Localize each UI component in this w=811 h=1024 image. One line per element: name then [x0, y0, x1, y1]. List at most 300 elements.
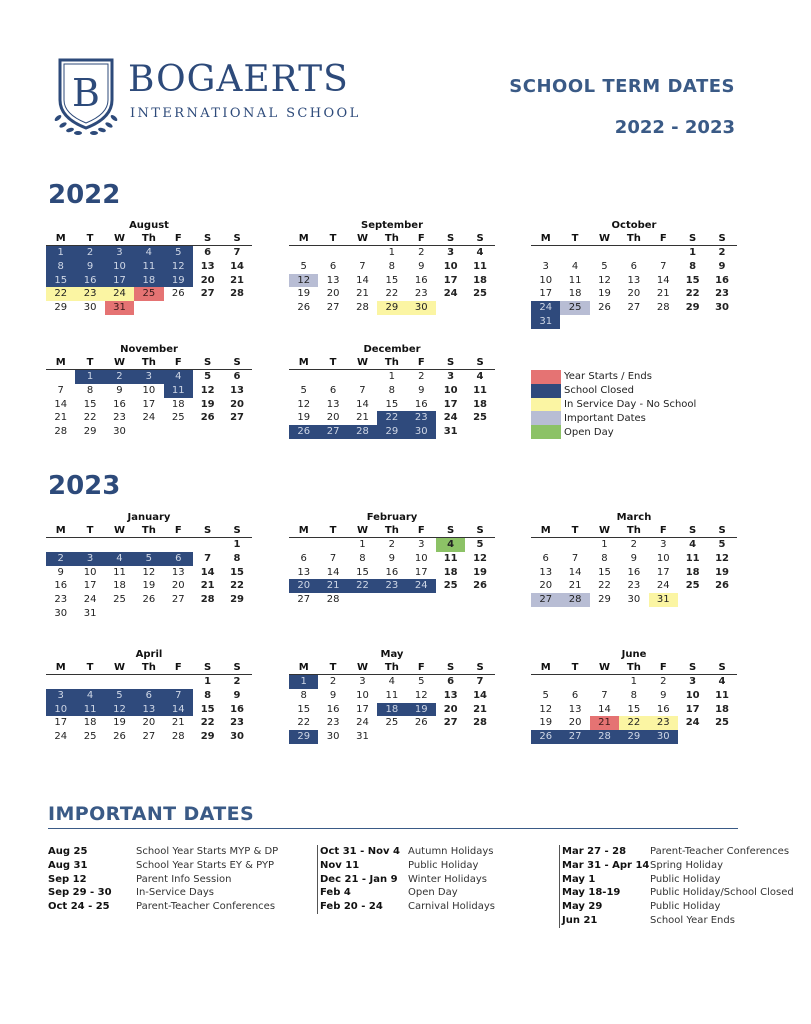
day-cell: 2: [718, 247, 726, 258]
legend-item: [531, 411, 696, 425]
day-cell: 2: [388, 539, 396, 550]
empty-day-cell: [560, 675, 589, 689]
day-cell: 20: [627, 288, 641, 300]
day-cell: 10: [46, 703, 75, 717]
day-cell: 13: [200, 260, 215, 272]
empty-day-cell: [46, 370, 75, 384]
day-cell: 4: [105, 552, 134, 566]
day-cell: 1: [359, 539, 366, 550]
day-cell: 20: [539, 580, 553, 592]
weekday-header: S: [204, 525, 212, 536]
weekday-header-row: [289, 661, 495, 675]
day-cell: 30: [83, 302, 97, 314]
day-cell: 5: [300, 384, 307, 396]
day-cell: 2: [105, 370, 134, 384]
day-cell: 30: [230, 731, 244, 743]
important-dates-divider: [48, 828, 738, 829]
day-cell: 7: [359, 260, 366, 272]
day-cell: 12: [539, 703, 553, 715]
day-cell: 23: [377, 579, 406, 593]
day-cell: 13: [627, 274, 641, 286]
day-cell: 27: [560, 730, 589, 744]
day-cell: 24: [105, 287, 134, 301]
day-cell: 16: [385, 566, 399, 578]
day-cell: 26: [414, 717, 428, 729]
year-title-2023: 2023: [48, 471, 121, 501]
weekday-header: S: [718, 233, 726, 244]
month-name: February: [366, 512, 418, 523]
empty-day-cell: [318, 538, 347, 552]
important-date: Mar 27 - 28: [562, 846, 627, 857]
day-cell: 2: [630, 539, 638, 550]
important-date-description: School Year Starts EY & PYP: [136, 859, 275, 871]
day-cell: 7: [571, 552, 579, 564]
day-cell: 6: [233, 371, 241, 382]
day-cell: 9: [75, 260, 104, 274]
day-cell: 11: [473, 384, 487, 396]
day-cell: 7: [601, 689, 608, 701]
important-date-row: [562, 900, 794, 914]
weekday-header: T: [329, 662, 337, 673]
day-cell: 14: [326, 566, 340, 578]
weekday-header: S: [233, 662, 241, 673]
day-grid: [531, 246, 737, 329]
day-cell: 22: [685, 288, 700, 300]
day-cell: 10: [685, 689, 700, 701]
important-date: Nov 11: [320, 859, 360, 871]
day-cell: 12: [105, 703, 134, 717]
day-cell: 14: [568, 566, 582, 578]
empty-day-cell: [46, 538, 75, 552]
day-cell: 5: [418, 676, 425, 687]
weekday-header: T: [571, 662, 579, 673]
day-cell: 20: [142, 717, 156, 729]
day-cell: 8: [86, 384, 94, 396]
important-date: May 1: [562, 873, 596, 885]
empty-day-cell: [590, 246, 619, 260]
day-cell: 26: [531, 730, 560, 744]
empty-day-cell: [105, 675, 134, 689]
important-date-description: Carnival Holidays: [408, 901, 495, 913]
legend: [531, 370, 696, 439]
day-cell: 4: [476, 247, 484, 258]
day-cell: 25: [385, 717, 399, 729]
day-cell: 28: [230, 288, 244, 300]
day-cell: 15: [200, 703, 215, 715]
day-cell: 12: [164, 260, 193, 274]
important-date: Oct 24 - 25: [48, 901, 110, 913]
day-cell: 1: [388, 371, 396, 382]
weekday-header: W: [356, 662, 368, 673]
day-cell: 10: [443, 260, 458, 272]
day-cell: 23: [407, 411, 436, 425]
weekday-header: F: [659, 662, 667, 673]
month-october-2022: [531, 220, 737, 329]
day-cell: 1: [601, 539, 608, 550]
day-cell: 27: [627, 302, 641, 314]
empty-day-cell: [105, 538, 134, 552]
empty-day-cell: [75, 538, 104, 552]
day-cell: 9: [116, 384, 123, 396]
day-cell: 10: [356, 689, 369, 701]
day-cell: 17: [142, 398, 156, 410]
empty-day-cell: [348, 246, 377, 260]
day-cell: 8: [204, 689, 212, 701]
day-cell: 27: [171, 594, 185, 606]
day-cell: 25: [560, 301, 589, 315]
empty-day-cell: [164, 675, 193, 689]
day-cell: 10: [443, 384, 458, 396]
day-cell: 3: [134, 370, 163, 384]
weekday-header: W: [113, 357, 125, 368]
day-cell: 17: [83, 580, 97, 592]
important-date-description: Parent Info Session: [136, 873, 232, 885]
important-date-row: [562, 873, 794, 887]
day-cell: 20: [326, 288, 340, 300]
day-cell: 2: [660, 676, 667, 687]
day-cell: 18: [568, 288, 582, 300]
day-cell: 18: [443, 566, 458, 578]
day-cell: 24: [531, 301, 560, 315]
day-cell: 6: [542, 552, 549, 564]
day-cell: 24: [83, 594, 97, 606]
month-april-2023: [46, 649, 252, 744]
weekday-header: T: [571, 525, 579, 536]
day-cell: 29: [83, 426, 97, 438]
important-date-row: [562, 845, 794, 859]
day-cell: 11: [443, 552, 458, 564]
day-cell: 27: [531, 593, 560, 607]
day-cell: 21: [171, 717, 185, 729]
empty-day-cell: [134, 538, 163, 552]
column-divider: [559, 845, 560, 928]
day-cell: 15: [83, 398, 97, 410]
day-cell: 4: [476, 371, 484, 382]
day-cell: 31: [443, 426, 458, 438]
day-cell: 3: [542, 260, 549, 272]
weekday-header: Th: [141, 233, 156, 244]
day-cell: 29: [377, 301, 406, 315]
day-cell: 6: [329, 260, 337, 272]
weekday-header: T: [86, 233, 94, 244]
weekday-header: M: [55, 662, 66, 673]
day-cell: 21: [473, 703, 487, 715]
day-cell: 6: [134, 689, 163, 703]
weekday-header-row: [531, 524, 737, 538]
day-cell: 23: [326, 717, 340, 729]
day-cell: 6: [300, 552, 307, 564]
important-date-row: [320, 859, 495, 873]
day-grid: [289, 246, 495, 315]
weekday-header-row: [46, 524, 252, 538]
day-cell: 2: [329, 676, 337, 687]
day-cell: 25: [134, 287, 163, 301]
day-grid: [46, 370, 252, 439]
legend-label: In Service Day - No School: [564, 398, 697, 410]
day-cell: 15: [385, 398, 399, 410]
weekday-header: S: [447, 233, 455, 244]
day-cell: 18: [685, 566, 700, 578]
weekday-header: T: [86, 525, 94, 536]
important-date-description: Public Holiday: [650, 901, 721, 913]
important-date: Sep 12: [48, 873, 87, 885]
day-cell: 21: [590, 716, 619, 730]
day-cell: 22: [619, 716, 648, 730]
day-cell: 15: [598, 566, 611, 578]
day-cell: 19: [297, 412, 311, 424]
weekday-header: M: [540, 233, 551, 244]
day-cell: 25: [685, 580, 700, 592]
month-name: November: [120, 344, 178, 355]
day-cell: 2: [418, 247, 425, 258]
day-cell: 17: [356, 703, 369, 715]
empty-day-cell: [289, 246, 318, 260]
empty-day-cell: [134, 675, 163, 689]
weekday-header: S: [476, 233, 484, 244]
day-cell: 30: [326, 731, 340, 743]
day-cell: 13: [568, 703, 582, 715]
day-cell: 23: [414, 288, 428, 300]
day-cell: 10: [142, 384, 156, 396]
empty-day-cell: [649, 246, 678, 260]
day-grid: [289, 538, 495, 607]
day-cell: 4: [388, 676, 396, 687]
day-cell: 2: [46, 552, 75, 566]
day-cell: 14: [230, 260, 244, 272]
day-cell: 3: [447, 371, 455, 382]
day-cell: 8: [388, 384, 396, 396]
important-date: Oct 31 - Nov 4: [320, 846, 400, 857]
important-date-row: [562, 914, 794, 928]
weekday-header: S: [447, 662, 455, 673]
day-cell: 21: [356, 412, 369, 424]
weekday-header: W: [356, 233, 368, 244]
weekday-header: M: [55, 357, 66, 368]
day-cell: 16: [627, 566, 641, 578]
day-cell: 23: [649, 716, 678, 730]
day-cell: 13: [171, 566, 185, 578]
day-cell: 11: [385, 689, 399, 701]
weekday-header: W: [598, 525, 610, 536]
weekday-header: Th: [384, 525, 399, 536]
weekday-header: F: [417, 357, 425, 368]
weekday-header: F: [659, 233, 667, 244]
day-cell: 19: [473, 566, 487, 578]
day-cell: 8: [630, 689, 638, 701]
day-cell: 4: [436, 538, 465, 552]
day-cell: 14: [356, 274, 369, 286]
day-cell: 23: [113, 412, 126, 424]
day-cell: 19: [715, 566, 729, 578]
important-date-row: [562, 886, 794, 900]
day-grid: [531, 538, 737, 607]
month-name: August: [129, 220, 169, 231]
day-cell: 5: [134, 552, 163, 566]
day-cell: 12: [414, 689, 428, 701]
important-date-description: Public Holiday/School Closed: [650, 887, 794, 899]
weekday-header: Th: [384, 662, 399, 673]
empty-day-cell: [531, 538, 560, 552]
day-cell: 11: [75, 703, 104, 717]
empty-day-cell: [289, 538, 318, 552]
day-cell: 13: [326, 274, 340, 286]
day-cell: 10: [83, 566, 97, 578]
day-cell: 14: [164, 703, 193, 717]
weekday-header: S: [204, 357, 212, 368]
day-cell: 8: [46, 260, 75, 274]
school-crest-logo: [52, 56, 120, 138]
important-date-description: Winter Holidays: [408, 873, 487, 885]
important-date: Mar 31 - Apr 14: [562, 859, 650, 871]
legend-label: Important Dates: [564, 412, 646, 424]
legend-swatch: [531, 370, 561, 384]
day-grid: [289, 675, 495, 744]
legend-item: [531, 370, 696, 384]
empty-day-cell: [46, 675, 75, 689]
day-cell: 26: [598, 302, 611, 314]
day-cell: 17: [539, 288, 553, 300]
weekday-header: S: [718, 662, 726, 673]
day-cell: 10: [414, 552, 428, 564]
legend-label: Open Day: [564, 426, 614, 438]
weekday-header-row: [289, 232, 495, 246]
day-cell: 26: [113, 731, 126, 743]
day-cell: 24: [54, 731, 68, 743]
day-cell: 3: [46, 689, 75, 703]
weekday-header: W: [113, 525, 125, 536]
day-cell: 30: [407, 301, 436, 315]
empty-day-cell: [289, 370, 318, 384]
day-cell: 20: [289, 579, 318, 593]
day-cell: 5: [300, 260, 307, 272]
day-cell: 1: [289, 675, 318, 689]
day-cell: 12: [142, 566, 156, 578]
day-cell: 25: [715, 717, 729, 729]
day-cell: 11: [685, 552, 700, 564]
weekday-header: M: [298, 662, 309, 673]
day-cell: 9: [388, 552, 396, 564]
weekday-header: F: [417, 525, 425, 536]
weekday-header: F: [659, 525, 667, 536]
weekday-header: T: [329, 525, 337, 536]
legend-swatch: [531, 411, 561, 425]
legend-swatch: [531, 384, 561, 398]
important-date-description: Parent-Teacher Conferences: [136, 901, 276, 913]
important-dates-title: IMPORTANT DATES: [48, 803, 255, 825]
day-cell: 15: [46, 274, 75, 288]
day-cell: 19: [297, 288, 311, 300]
day-cell: 10: [656, 552, 670, 564]
weekday-header: W: [356, 357, 368, 368]
day-cell: 23: [75, 287, 104, 301]
day-cell: 2: [233, 676, 241, 687]
important-date: Aug 25: [48, 846, 88, 857]
day-cell: 19: [539, 717, 553, 729]
important-dates-column: [562, 845, 794, 928]
day-cell: 6: [164, 552, 193, 566]
day-cell: 19: [407, 703, 436, 717]
day-cell: 30: [54, 607, 68, 619]
day-cell: 16: [113, 398, 126, 410]
weekday-header: F: [174, 357, 182, 368]
day-cell: 28: [590, 730, 619, 744]
weekday-header: S: [233, 233, 241, 244]
day-cell: 15: [627, 703, 641, 715]
weekday-header: T: [86, 357, 94, 368]
day-cell: 19: [598, 288, 611, 300]
day-cell: 2: [418, 371, 425, 382]
day-cell: 8: [300, 689, 307, 701]
important-date-row: [562, 859, 794, 873]
day-cell: 3: [359, 676, 366, 687]
important-date-row: [320, 873, 495, 887]
important-date-description: Public Holiday: [650, 873, 721, 885]
day-cell: 29: [200, 731, 215, 743]
day-cell: 27: [318, 425, 347, 439]
month-name: January: [127, 512, 171, 523]
important-date-row: [320, 900, 495, 914]
important-date-row: [48, 900, 278, 914]
month-september-2022: [289, 220, 495, 315]
empty-day-cell: [348, 370, 377, 384]
day-cell: 12: [289, 274, 318, 288]
weekday-header: W: [113, 662, 125, 673]
weekday-header: M: [540, 662, 551, 673]
day-cell: 13: [443, 689, 458, 701]
weekday-header: M: [55, 525, 66, 536]
day-cell: 17: [685, 703, 700, 715]
day-cell: 21: [200, 580, 215, 592]
day-cell: 17: [443, 398, 458, 410]
weekday-header: Th: [626, 525, 641, 536]
day-cell: 1: [689, 247, 697, 258]
weekday-header: S: [204, 662, 212, 673]
day-cell: 9: [660, 689, 667, 701]
day-cell: 18: [83, 717, 97, 729]
weekday-header: Th: [384, 233, 399, 244]
day-cell: 5: [105, 689, 134, 703]
day-cell: 11: [473, 260, 487, 272]
legend-label: Year Starts / Ends: [564, 371, 652, 383]
day-cell: 24: [142, 412, 156, 424]
day-cell: 28: [326, 594, 340, 606]
weekday-header: S: [233, 525, 241, 536]
day-cell: 14: [54, 398, 68, 410]
day-cell: 30: [649, 730, 678, 744]
day-cell: 15: [356, 566, 369, 578]
day-cell: 24: [443, 412, 458, 424]
day-cell: 29: [377, 425, 406, 439]
day-cell: 4: [718, 676, 726, 687]
day-cell: 7: [329, 552, 337, 564]
weekday-header: S: [476, 525, 484, 536]
day-cell: 9: [329, 689, 337, 701]
day-cell: 1: [204, 676, 212, 687]
day-cell: 3: [689, 676, 697, 687]
important-dates-column: [320, 845, 495, 914]
day-cell: 19: [200, 398, 215, 410]
day-cell: 7: [57, 384, 64, 396]
month-name: June: [621, 649, 647, 660]
day-cell: 18: [134, 274, 163, 288]
important-date-row: [48, 886, 278, 900]
day-cell: 17: [105, 274, 134, 288]
important-date: Dec 21 - Jan 9: [320, 873, 398, 885]
month-august-2022: [46, 220, 252, 315]
weekday-header: S: [718, 525, 726, 536]
day-cell: 11: [113, 566, 126, 578]
day-cell: 31: [83, 607, 97, 619]
